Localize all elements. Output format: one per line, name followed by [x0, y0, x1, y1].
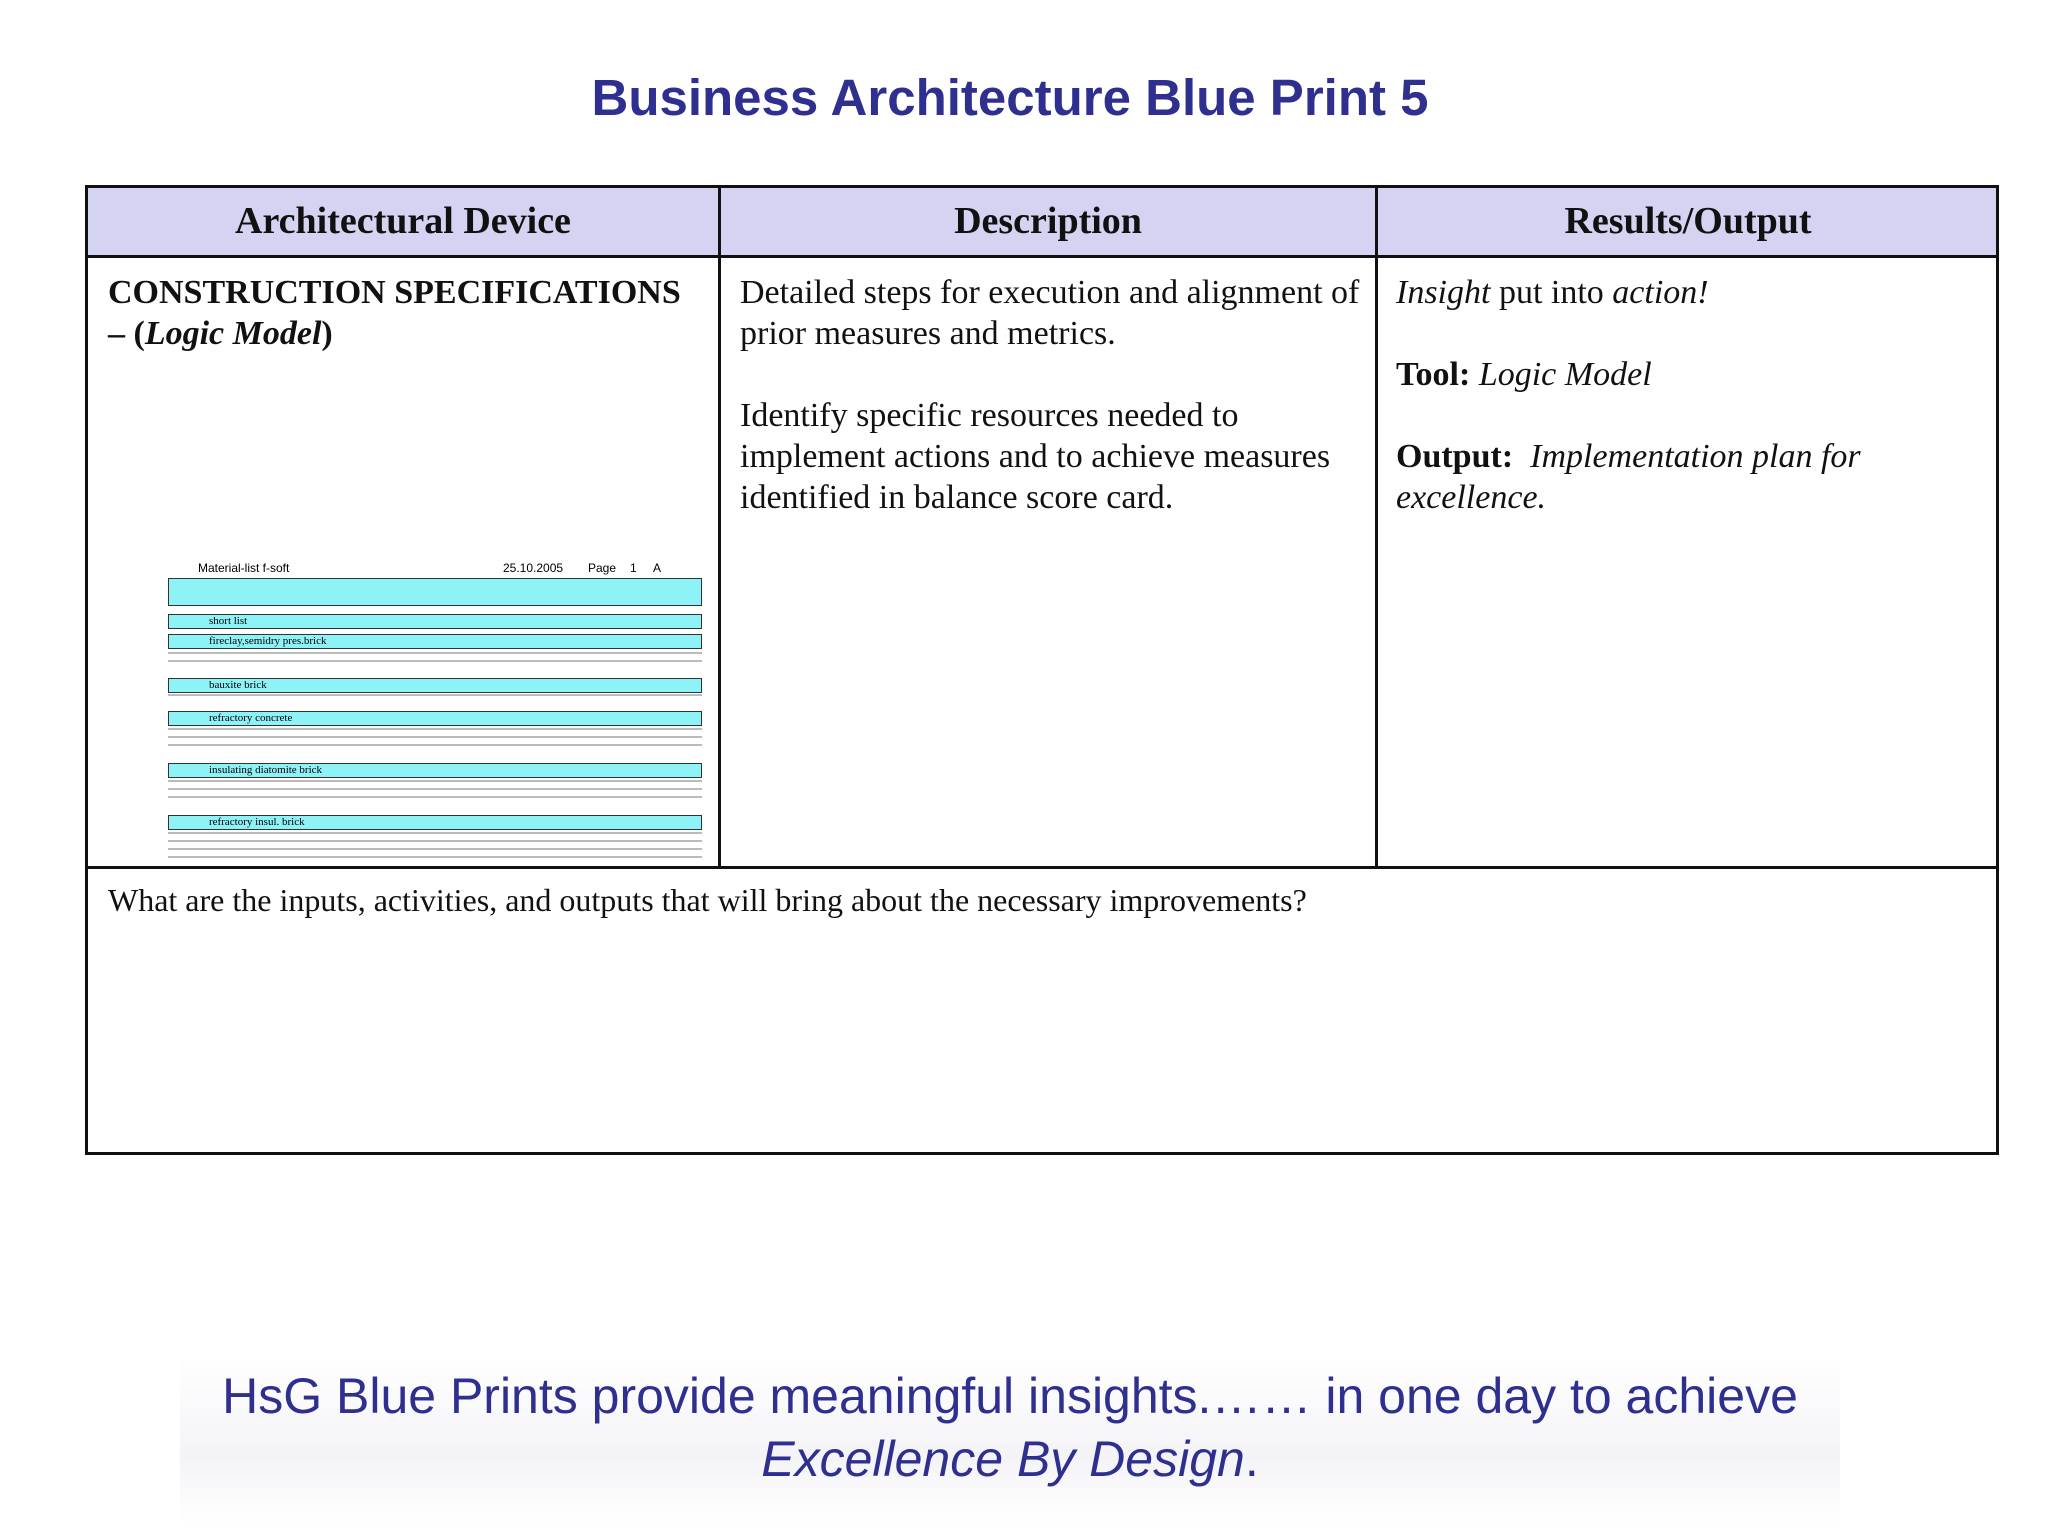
thumb-row	[168, 848, 702, 850]
thumb-section: bauxite brick	[168, 678, 702, 693]
thumb-section: refractory insul. brick	[168, 815, 702, 830]
thumb-page-label: Page	[588, 561, 617, 575]
device-close: )	[321, 315, 333, 352]
footer-emphasis: Excellence By Design	[761, 1431, 1245, 1487]
device-cell	[108, 258, 708, 828]
thumb-section: insulating diatomite brick	[168, 763, 702, 778]
thumb-rev: A	[653, 561, 662, 575]
table-header-row	[88, 188, 1996, 258]
footer-tagline	[0, 1365, 2020, 1491]
thumb-row	[168, 660, 702, 662]
footer-line-2	[0, 1428, 2020, 1491]
thumb-row	[168, 780, 702, 782]
results-action: action!	[1612, 274, 1709, 311]
results-put-into: put into	[1490, 274, 1613, 311]
thumb-row	[168, 744, 702, 746]
description-cell	[740, 258, 1360, 518]
tool-value: Logic Model	[1478, 356, 1652, 393]
device-dash: – (	[108, 315, 145, 352]
output-value: Implementation plan for excellence.	[1396, 438, 1861, 516]
thumb-date: 25.10.2005	[503, 561, 564, 575]
header-results-output: Results/Output	[1564, 200, 1812, 242]
thumb-title: Material-list f-soft	[198, 561, 290, 575]
thumb-section: refractory concrete	[168, 711, 702, 726]
results-cell	[1396, 258, 1986, 518]
tool-label: Tool:	[1396, 356, 1471, 393]
description-paragraph-1: Detailed steps for execution and alignment of prior measures and metrics.	[740, 274, 1360, 352]
thumb-row	[168, 856, 702, 858]
header-architectural-device: Architectural Device	[235, 200, 571, 242]
thumb-row	[168, 796, 702, 798]
header-description: Description	[954, 200, 1142, 242]
thumb-row	[168, 694, 702, 696]
device-subtitle: Logic Model	[144, 315, 322, 352]
thumb-row	[168, 840, 702, 842]
thumb-row	[168, 728, 702, 730]
slide-title: Business Architecture Blue Print 5	[591, 69, 1429, 126]
material-list-thumbnail	[168, 548, 712, 864]
device-name: CONSTRUCTION SPECIFICATIONS	[108, 274, 681, 311]
question-text: What are the inputs, activities, and outputs that will bring about the necessary improvements?	[108, 882, 1307, 918]
results-tool-line	[1396, 354, 1986, 395]
thumb-row	[168, 652, 702, 654]
thumb-row	[168, 788, 702, 790]
thumb-row	[168, 736, 702, 738]
footer-period: .	[1244, 1431, 1259, 1487]
thumb-section: short list	[168, 614, 702, 629]
description-paragraph-2: Identify specific resources needed to implement actions and to achieve measures identified in balance score card.	[740, 397, 1331, 516]
results-insight: Insight	[1396, 274, 1491, 311]
column-divider	[1375, 188, 1378, 868]
blueprint-table	[85, 185, 1999, 1155]
row-divider	[88, 866, 1996, 869]
results-insight-line	[1396, 272, 1986, 313]
thumb-section: fireclay,semidry pres.brick	[168, 634, 702, 649]
thumb-page-number: 1	[630, 561, 637, 575]
thumb-row	[168, 832, 702, 834]
column-divider	[718, 188, 721, 868]
output-label: Output:	[1396, 438, 1514, 475]
results-output-line	[1396, 436, 1986, 518]
thumb-header-bar	[168, 578, 702, 606]
footer-line-1: HsG Blue Prints provide meaningful insights.…… in one day to achieve	[222, 1368, 1798, 1424]
